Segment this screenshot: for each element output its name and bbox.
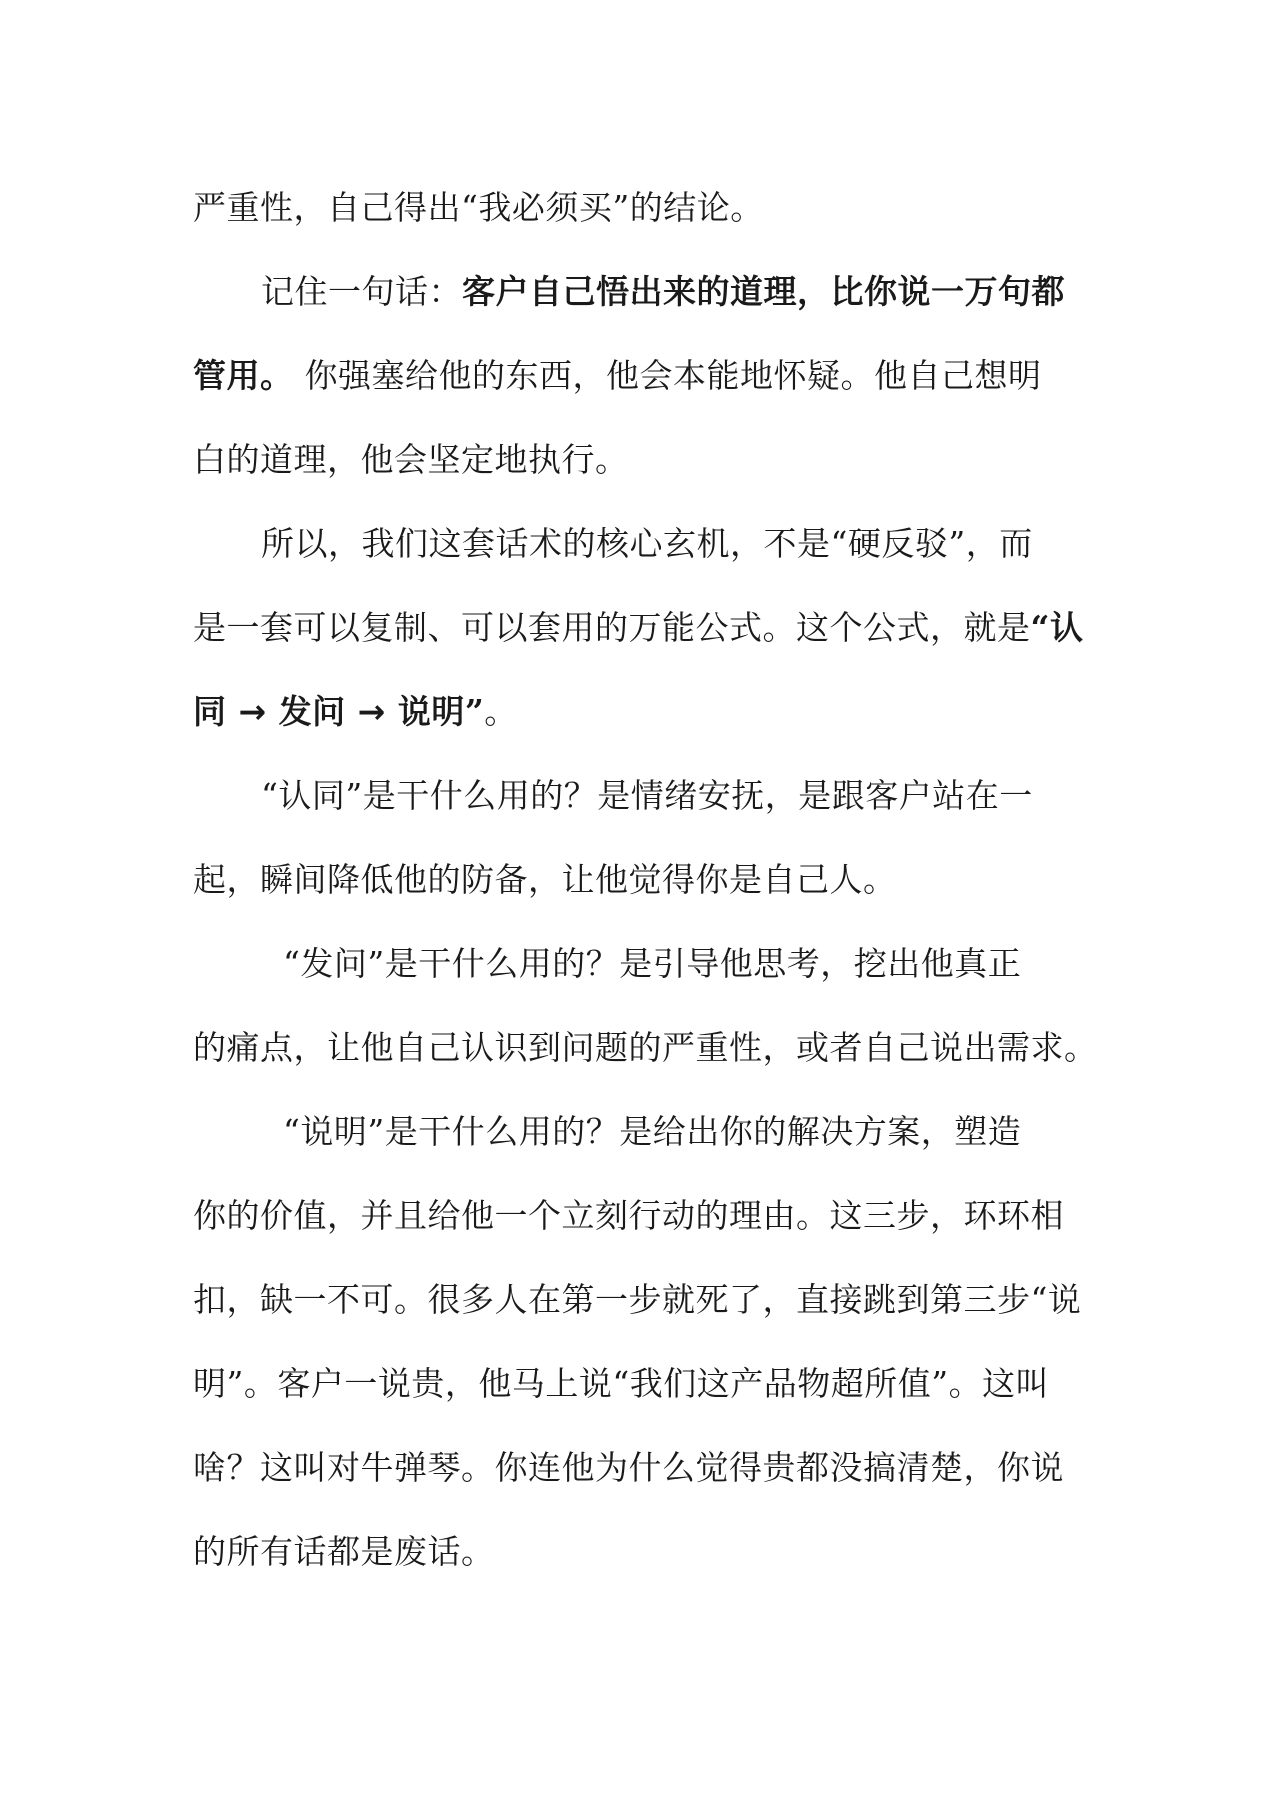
text-line [193, 1426, 1083, 1510]
text-span: “说明”是干什么用的？是给出你的解决方案，塑造 [283, 1112, 1022, 1151]
bold-text-span: 同 [193, 692, 227, 731]
text-line [193, 250, 1083, 334]
text-span: 是一套可以复制、可以套用的万能公式。这个公式，就是 [193, 608, 1031, 647]
text-span: 你强塞给他的东西，他会本能地怀疑。他自己想明 [293, 356, 1042, 395]
bold-text-span: 发问 [278, 692, 346, 731]
text-span: 啥？这叫对牛弹琴。你连他为什么觉得贵都没搞清楚，你说 [193, 1448, 1064, 1487]
text-span: 明”。客户一说贵，他马上说“我们这产品物超所值”。这叫 [193, 1364, 1050, 1403]
text-line [193, 670, 1083, 754]
text-line [193, 1006, 1098, 1090]
text-line [193, 1342, 1083, 1426]
text-span: “发问”是干什么用的？是引导他思考，挖出他真正 [283, 944, 1022, 983]
text-line [193, 1510, 1083, 1594]
text-line [193, 922, 1083, 1006]
text-span: 起，瞬间降低他的防备，让他觉得你是自己人。 [193, 860, 897, 899]
text-line [193, 502, 1083, 586]
text-line [193, 418, 1083, 502]
text-span: 。 [484, 692, 518, 731]
bold-text-span: 客户自己悟出来的道理，比你说一万句都 [462, 272, 1065, 311]
text-span: “认同”是干什么用的？是情绪安抚，是跟客户站在一 [261, 776, 1033, 815]
bold-text-span: 管用。 [193, 356, 294, 395]
text-span: 记住一句话： [261, 272, 462, 311]
arrow-icon: → [238, 692, 267, 731]
arrow-icon: → [357, 692, 386, 731]
body-text [193, 166, 1098, 1594]
text-line [193, 1174, 1083, 1258]
text-span: 白的道理，他会坚定地执行。 [193, 440, 629, 479]
text-span: 的痛点，让他自己认识到问题的严重性，或者自己说出需求。 [193, 1028, 1098, 1067]
bold-text-span: 说明” [397, 692, 485, 731]
text-line [193, 166, 1083, 250]
text-line [193, 1258, 1083, 1342]
text-span: 扣，缺一不可。很多人在第一步就死了，直接跳到第三步“说 [193, 1280, 1082, 1319]
text-span: 的所有话都是废话。 [193, 1532, 495, 1571]
text-span: 你的价值，并且给他一个立刻行动的理由。这三步，环环相 [193, 1196, 1064, 1235]
text-line [193, 838, 1083, 922]
text-line [193, 754, 1083, 838]
text-line [193, 334, 1083, 418]
text-span: 严重性，自己得出“我必须买”的结论。 [193, 188, 764, 227]
text-line [193, 1090, 1083, 1174]
bold-text-span: “认 [1030, 608, 1084, 647]
text-span: 所以，我们这套话术的核心玄机，不是“硬反驳”，而 [261, 524, 1033, 563]
text-line [193, 586, 1083, 670]
